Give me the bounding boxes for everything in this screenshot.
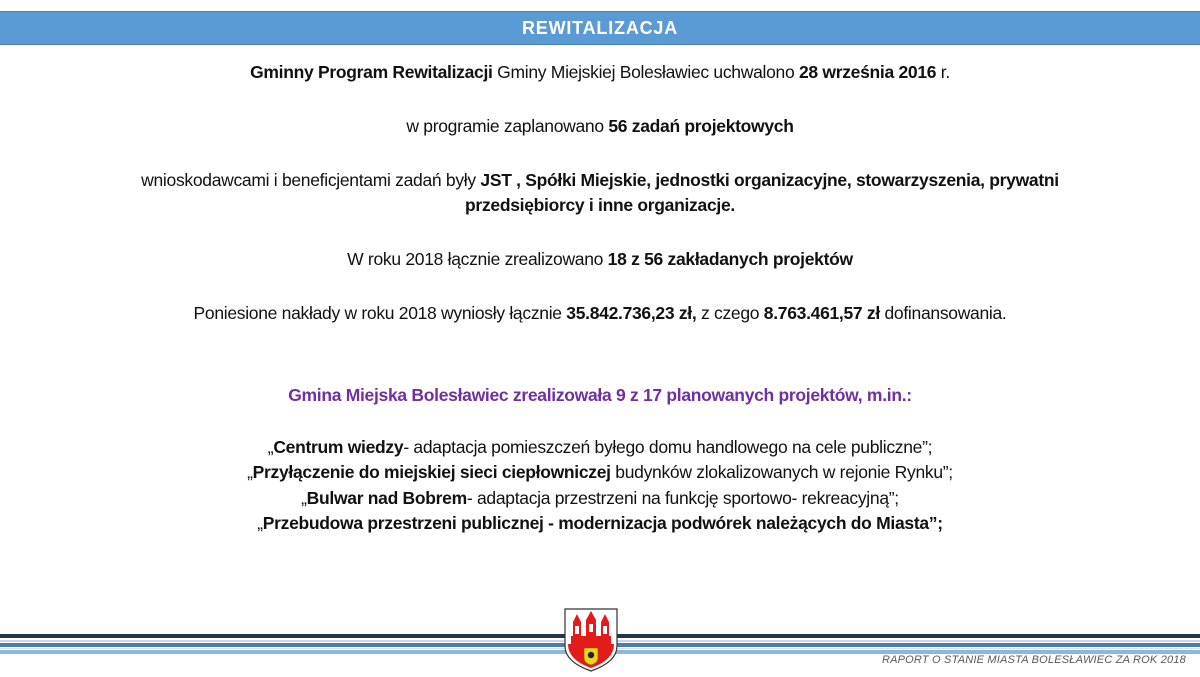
- municipality-summary-heading: Gmina Miejska Bolesławiec zrealizowała 9 z 17 planowanych projektów, m.in.:: [288, 385, 912, 405]
- planned-tasks-text: w programie zaplanowano: [406, 116, 609, 136]
- project-item: „Przebudowa przestrzeni publicznej - modernizacja podwórek należących do Miasta”;: [257, 513, 943, 533]
- report-footer-label: RAPORT O STANIE MIASTA BOLESŁAWIEC ZA ROK 2018: [881, 654, 1186, 666]
- realized-count: 18 z 56 zakładanych projektów: [607, 249, 853, 269]
- planned-tasks-line: [0, 114, 1200, 138]
- program-text: Gminy Miejskiej Bolesławiec uchwalono: [492, 62, 799, 82]
- expenditure-connector: z czego: [696, 303, 764, 323]
- beneficiaries-list: JST , Spółki Miejskie, jednostki organizacyjne, stowarzyszenia, prywatni: [480, 170, 1059, 190]
- program-adoption-line: [0, 60, 1200, 84]
- program-name: Gminny Program Rewitalizacji: [250, 62, 493, 82]
- project-title: Centrum wiedzy: [273, 437, 404, 457]
- beneficiaries-text: wnioskodawcami i beneficjentami zadań były: [141, 170, 481, 190]
- planned-tasks-count: 56 zadań projektowych: [608, 116, 794, 136]
- project-item: „Bulwar nad Bobrem- adaptacja przestrzeni na funkcję sportowo- rekreacyjną”;: [301, 488, 899, 508]
- beneficiaries-line-2: [0, 193, 1200, 217]
- realized-projects-line: [0, 247, 1200, 271]
- project-description: - adaptacja pomieszczeń byłego domu handlowego na cele publiczne”;: [403, 437, 933, 457]
- project-title: Przyłączenie do miejskiej sieci ciepłowniczej: [252, 462, 611, 482]
- section-header-bar: [0, 11, 1200, 45]
- expenditure-text: Poniesione nakłady w roku 2018 wyniosły łącznie: [193, 303, 567, 323]
- co-financing-amount: 8.763.461,57 zł: [763, 303, 880, 323]
- beneficiaries-list-cont: przedsiębiorcy i inne organizacje.: [465, 195, 735, 215]
- coat-of-arms-icon: [564, 608, 618, 672]
- project-item: „Przyłączenie do miejskiej sieci ciepłowniczej budynków zlokalizowanych w rejonie Rynku”;: [247, 462, 953, 482]
- co-financing-text: dofinansowania.: [879, 303, 1007, 323]
- year-suffix: r.: [936, 62, 950, 82]
- project-description: budynków zlokalizowanych w rejonie Rynku”;: [610, 462, 953, 482]
- total-expenditure: 35.842.736,23 zł,: [566, 303, 697, 323]
- realized-text: W roku 2018 łącznie zrealizowano: [347, 249, 608, 269]
- beneficiaries-line-1: [0, 168, 1200, 192]
- project-description: - adaptacja przestrzeni na funkcję sportowo- rekreacyjną”;: [466, 488, 899, 508]
- section-title: REWITALIZACJA: [521, 17, 679, 38]
- expenditure-line: [0, 301, 1200, 325]
- project-title: Przebudowa przestrzeni publicznej - modernizacja podwórek należących do Miasta”;: [262, 513, 943, 533]
- adoption-date: 28 września 2016: [798, 62, 937, 82]
- project-title: Bulwar nad Bobrem: [306, 488, 467, 508]
- project-item: „Centrum wiedzy- adaptacja pomieszczeń byłego domu handlowego na cele publiczne”;: [267, 437, 933, 457]
